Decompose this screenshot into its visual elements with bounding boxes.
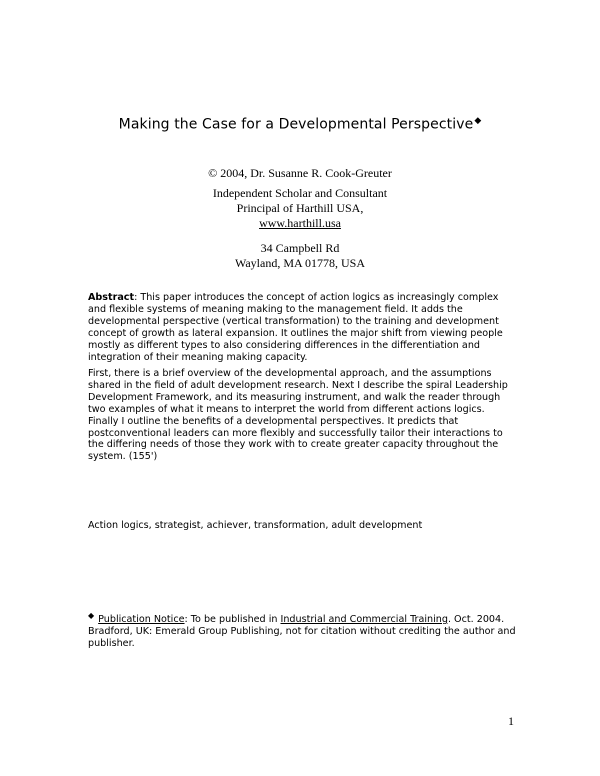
- title-text: Making the Case for a Developmental Perspective: [118, 116, 474, 133]
- role-line-2: Principal of Harthill USA,: [236, 201, 364, 215]
- abstract-text: : This paper introduces the concept of action logics as increasingly complex and flexible systems of meaning making to the management field. It adds the developmental perspective (vertical transformation) to the training and development concept of growth as lateral expansion. It outlines the major shift from viewing people mostly as different types to also considering differences in the differentiation and integration of their meaning making capacity.: [88, 292, 503, 363]
- city-line: Wayland, MA 01778, USA: [234, 256, 366, 270]
- author-block: [0, 166, 600, 181]
- keywords-line: Action logics, strategist, achiever, transformation, adult development: [88, 520, 423, 531]
- footnote: [88, 610, 518, 650]
- footnote-text-2: . Oct. 2004. Bradford, UK: Emerald Group Publishing, not for citation without crediting the author and publisher.: [88, 614, 516, 650]
- page-number: 1: [508, 714, 514, 728]
- street-line: 34 Campbell Rd: [260, 241, 340, 255]
- role-line-1: Independent Scholar and Consultant: [212, 186, 388, 200]
- footnote-mark: ◆: [88, 611, 95, 620]
- journal-name: Industrial and Commercial Training: [280, 614, 448, 626]
- title-footnote-mark: ◆: [474, 116, 482, 126]
- abstract-label: Abstract: [88, 292, 135, 303]
- document-title: [0, 116, 600, 133]
- footnote-text-1: : To be published in: [184, 614, 281, 626]
- overview-text: First, there is a brief overview of the developmental approach, and the assumptions shared in the field of adult development research. Next I describe the spiral Leadership Development Framework, and its measuring instrument, and walk the reader through two examples of what it means to interpret the world from different actions logics. Finally I outline the benefits of a developmental perspectives. It predicts that postconventional leaders can more flexibly and successfully tailor their interactions to the differing needs of those they work with to create greater capacity throughout the system. (155'): [88, 368, 508, 463]
- address-block: [0, 241, 600, 271]
- footnote-label: Publication Notice: [98, 614, 185, 626]
- copyright-line: © 2004, Dr. Susanne R. Cook-Greuter: [208, 166, 392, 180]
- abstract-paragraph: [88, 292, 518, 363]
- website-link[interactable]: www.harthill.usa: [259, 216, 341, 230]
- affiliation-block: [0, 186, 600, 231]
- overview-paragraph: [88, 368, 518, 463]
